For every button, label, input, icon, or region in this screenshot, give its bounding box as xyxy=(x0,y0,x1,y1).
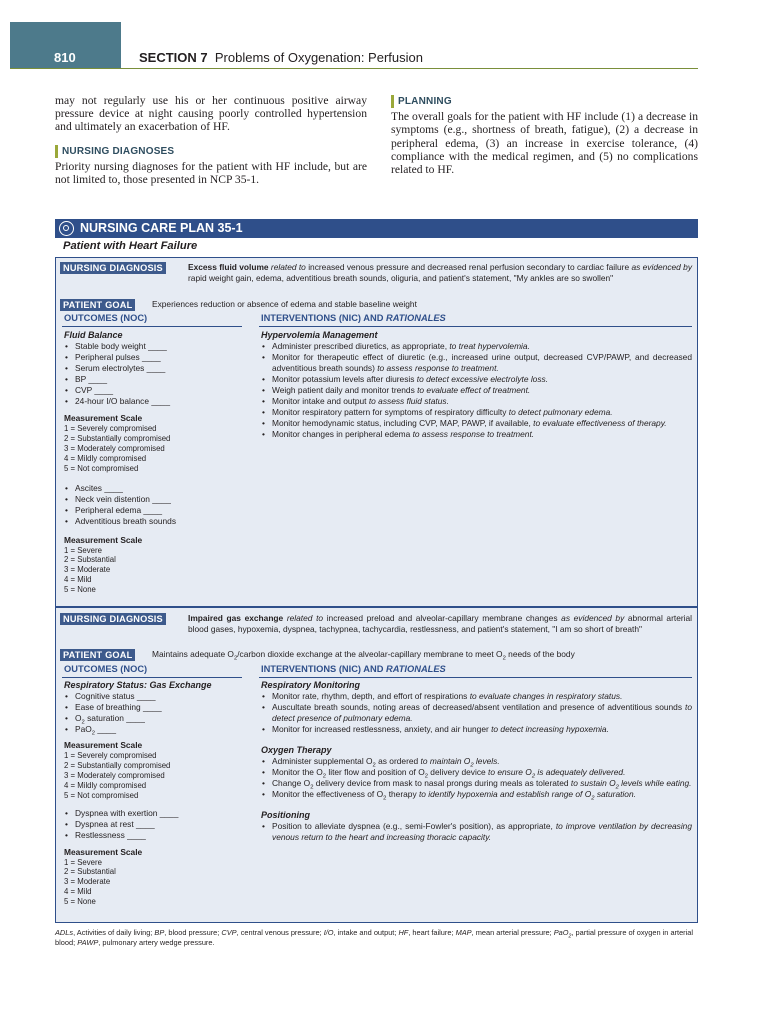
list-item: • Monitor hemodynamic status, including CVP, MAP, PAWP, if available, to evaluate effectiveness of therapy. xyxy=(261,418,692,429)
related-to: related to xyxy=(286,613,324,623)
nursing-diagnosis-text xyxy=(188,613,692,635)
outcomes-column xyxy=(64,680,250,907)
diagnosis-signs: abnormal arterial blood gases, hypoxemia, dyspnea, tachypnea, tachycardia, restlessness, and patient's statement, "I am so short of breath" xyxy=(188,613,693,634)
evidenced-by: as evidenced by xyxy=(561,613,625,623)
scale-item: 2 = Substantially compromised xyxy=(64,760,171,770)
measurement-scale-title: Measurement Scale xyxy=(64,413,143,423)
outcomes-column xyxy=(64,330,250,595)
outcomes-rule xyxy=(62,677,242,678)
list-item: • Dyspnea with exertion ____ xyxy=(64,808,250,819)
intervention-title: Oxygen Therapy xyxy=(261,745,332,755)
interventions-label: INTERVENTIONS (NIC) AND xyxy=(261,664,384,674)
list-item: • Monitor respiratory pattern for symptoms of respiratory difficulty to detect pulmonary edema. xyxy=(261,407,692,418)
patient-goal-text: Maintains adequate $O_2$/carbon dioxide exchange at the alveolar-capillary membrane to meet $O_2$ needs of the body xyxy=(152,649,575,662)
scale-item: 5 = None xyxy=(64,585,96,595)
abbreviations-footnote: ADLs, Activities of daily living; BP, blood pressure; CVP, central venous pressure; I/O, intake and output; HF, heart failure; MAP, mean arterial pressure; PaO$_2$, partial pressure of oxygen in arterial blood; PAWP, pulmonary artery wedge pressure. xyxy=(55,928,694,947)
measurement-scale-title: Measurement Scale xyxy=(64,846,143,857)
diagnosis-name: Impaired gas exchange xyxy=(188,613,284,623)
list-item: • Peripheral pulses ____ xyxy=(64,352,250,363)
measurement-scale-title: Measurement Scale xyxy=(64,740,143,750)
right-column xyxy=(391,94,698,176)
list-item: • Change $O_2$ delivery device from mask to nasal prongs during meals as tolerated to sustain $O_2$ levels while eating. xyxy=(261,778,692,789)
scale-item: 4 = Mild xyxy=(64,887,92,897)
list-item: • Ease of breathing ____ xyxy=(64,702,250,713)
measurement-scale xyxy=(64,424,250,474)
scale-item: 1 = Severe xyxy=(64,857,102,867)
scale-item: 4 = Mildly compromised xyxy=(64,780,147,790)
nursing-diagnosis-tag: NURSING DIAGNOSIS xyxy=(60,613,166,625)
list-item: • BP ____ xyxy=(64,374,250,385)
interventions-heading xyxy=(261,313,446,323)
intervention-title: Respiratory Monitoring xyxy=(261,680,361,690)
list-item: • Administer prescribed diuretics, as appropriate, to treat hypervolemia. xyxy=(261,341,692,352)
scale-item: 1 = Severely compromised xyxy=(64,751,157,760)
scale-item: 1 = Severe xyxy=(64,545,102,555)
measurement-scale xyxy=(64,858,250,908)
evidenced-by: as evidenced by xyxy=(631,262,693,272)
scale-item: 3 = Moderately compromised xyxy=(64,770,165,780)
section-label: SECTION 7 xyxy=(139,50,208,65)
scale-item: 3 = Moderate xyxy=(64,877,111,887)
nursing-diagnoses-heading: NURSING DIAGNOSES xyxy=(55,145,174,158)
list-item: • Serum electrolytes ____ xyxy=(64,363,250,374)
list-item: • PaO$_2$ ____ xyxy=(64,724,250,735)
section-title: Problems of Oxygenation: Perfusion xyxy=(214,50,423,65)
list-item: • Monitor for therapeutic effect of diuretic (e.g., increased urine output, decreased CVP/PAWP, and decreased adventitious breath sounds) to assess response to treatment. xyxy=(261,352,692,374)
list-item: • Monitor intake and output to assess fluid status. xyxy=(261,396,692,407)
list-item: • Restlessness ____ xyxy=(64,830,250,841)
patient-goal-text: Experiences reduction or absence of edema and stable baseline weight xyxy=(152,299,417,309)
list-item: • 24-hour I/O balance ____ xyxy=(64,396,250,407)
outcomes-heading: OUTCOMES (NOC) xyxy=(64,664,148,674)
list-item: • CVP ____ xyxy=(64,385,250,396)
planning-paragraph: The overall goals for the patient with HF include (1) a decrease in symptoms (e.g., shortness of breath, fatigue), (2) a decrease in peripheral edema, (3) an increase in exercise tolerance, (4) compliance with the medical regimen, and (5) no complications related to HF. xyxy=(391,110,698,177)
page-number: 810 xyxy=(54,50,76,65)
interventions-label: INTERVENTIONS (NIC) AND xyxy=(261,313,384,323)
list-item: • $O_2$ saturation ____ xyxy=(64,713,250,724)
list-item: • Weigh patient daily and monitor trends to evaluate effect of treatment. xyxy=(261,385,692,396)
list-item: • Administer supplemental $O_2$ as ordered to maintain $O_2$ levels. xyxy=(261,756,692,767)
left-column xyxy=(55,94,367,186)
measurement-scale xyxy=(64,751,250,801)
list-item: • Ascites ____ xyxy=(64,483,250,494)
interventions-column xyxy=(261,680,692,843)
outcomes-heading: OUTCOMES (NOC) xyxy=(64,313,148,323)
list-item: • Cognitive status ____ xyxy=(64,691,250,702)
scale-item: 1 = Severely compromised xyxy=(64,424,157,433)
scale-item: 5 = None xyxy=(64,897,96,907)
list-item: • Monitor the effectiveness of $O_2$ therapy to identify hypoxemia and establish range of $O_2$ saturation. xyxy=(261,789,692,800)
care-plan-panel-fluid xyxy=(55,257,698,607)
nursing-diagnosis-tag: NURSING DIAGNOSIS xyxy=(60,262,166,274)
nursing-diagnosis-text xyxy=(188,262,692,284)
interventions-heading xyxy=(261,664,446,674)
patient-goal-tag: PATIENT GOAL xyxy=(60,649,135,661)
list-item: • Neck vein distention ____ xyxy=(64,494,250,505)
outcome-title: Respiratory Status: Gas Exchange xyxy=(64,680,212,690)
planning-heading: PLANNING xyxy=(391,95,452,108)
scale-item: 2 = Substantial xyxy=(64,867,116,877)
care-plan-panel-gas-exchange xyxy=(55,607,698,923)
related-to: related to xyxy=(270,262,306,272)
ncp-subtitle: Patient with Heart Failure xyxy=(63,240,198,252)
target-icon xyxy=(59,221,74,236)
list-item: • Monitor changes in peripheral edema to assess response to treatment. xyxy=(261,429,692,440)
scale-item: 4 = Mild xyxy=(64,575,92,585)
list-item: • Auscultate breath sounds, noting areas of decreased/absent ventilation and presence of adventitious sounds to detect presence of pulmonary edema. xyxy=(261,702,692,724)
intervention-title: Hypervolemia Management xyxy=(261,330,378,340)
measurement-scale xyxy=(64,546,250,596)
scale-item: 3 = Moderate xyxy=(64,565,111,575)
list-item: • Monitor potassium levels after diuresis to detect excessive electrolyte loss. xyxy=(261,374,692,385)
measurement-scale-title: Measurement Scale xyxy=(64,534,143,545)
rationales-label: RATIONALES xyxy=(386,313,446,323)
intervention-title: Positioning xyxy=(261,810,310,820)
diagnosis-signs: rapid weight gain, edema, adventitious breath sounds, oliguria, and patient's statement, "My ankles are so swollen" xyxy=(188,273,614,283)
patient-goal-tag: PATIENT GOAL xyxy=(60,299,135,311)
list-item: • Peripheral edema ____ xyxy=(64,505,250,516)
list-item: • Monitor the $O_2$ liter flow and position of $O_2$ delivery device to ensure $O_2$ is adequately delivered. xyxy=(261,767,692,778)
interventions-rule xyxy=(259,326,692,327)
scale-item: 3 = Moderately compromised xyxy=(64,443,165,453)
outcomes-rule xyxy=(62,326,242,327)
list-item: • Dyspnea at rest ____ xyxy=(64,819,250,830)
scale-item: 5 = Not compromised xyxy=(64,463,139,473)
interventions-rule xyxy=(259,677,692,678)
list-item: • Monitor for increased restlessness, anxiety, and air hunger to detect increasing hypoxemia. xyxy=(261,724,692,735)
diagnosis-cause: increased preload and alveolar-capillary membrane changes xyxy=(326,613,558,623)
ncp-title-bar xyxy=(55,219,698,238)
rationales-label: RATIONALES xyxy=(386,664,446,674)
section-heading xyxy=(139,50,423,65)
intro-paragraph: may not regularly use his or her continuous positive airway pressure device at night causing poorly controlled hypertension and ultimately an exacerbation of HF. xyxy=(55,94,367,134)
list-item: • Adventitious breath sounds xyxy=(64,516,250,527)
list-item: • Position to alleviate dyspnea (e.g., semi-Fowler's position), as appropriate, to improve ventilation by decreasing venous return to the heart and increasing thoracic capacity. xyxy=(261,821,692,843)
nursing-diagnoses-paragraph: Priority nursing diagnoses for the patient with HF include, but are not limited to, those presented in NCP 35-1. xyxy=(55,159,367,187)
scale-item: 2 = Substantial xyxy=(64,555,116,565)
diagnosis-name: Excess fluid volume xyxy=(188,262,269,272)
diagnosis-cause: increased venous pressure and decreased renal perfusion secondary to cardiac failure xyxy=(308,262,630,272)
list-item: • Stable body weight ____ xyxy=(64,341,250,352)
ncp-title: NURSING CARE PLAN 35-1 xyxy=(80,221,243,235)
scale-item: 4 = Mildly compromised xyxy=(64,453,147,463)
interventions-column xyxy=(261,330,692,440)
list-item: • Monitor rate, rhythm, depth, and effort of respirations to evaluate changes in respiratory status. xyxy=(261,691,692,702)
outcome-title: Fluid Balance xyxy=(64,330,123,340)
scale-item: 2 = Substantially compromised xyxy=(64,433,171,443)
header-rule xyxy=(10,68,698,69)
scale-item: 5 = Not compromised xyxy=(64,790,139,800)
